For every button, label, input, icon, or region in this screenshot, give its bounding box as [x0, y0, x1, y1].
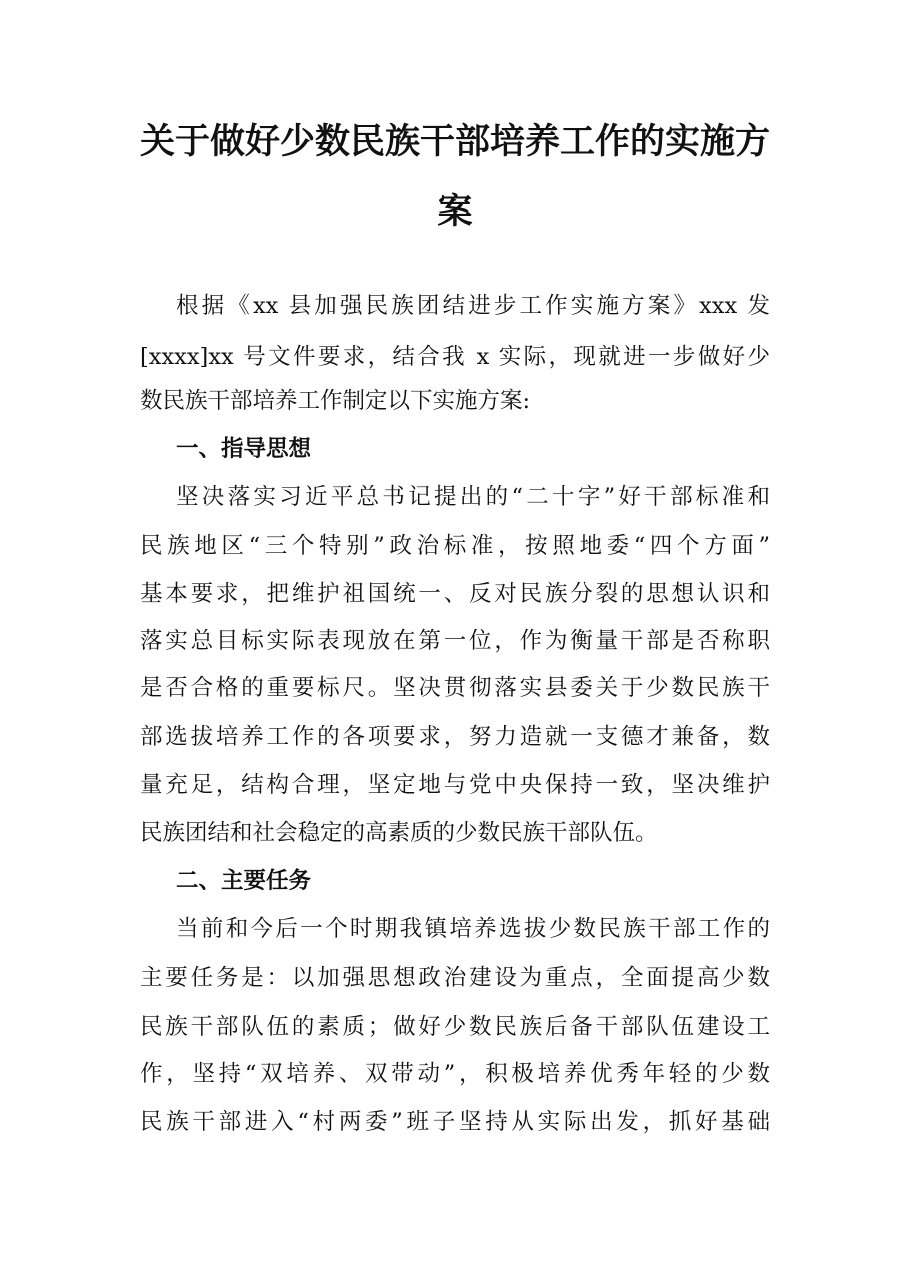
section2-line-1: 当前和今后一个时期我镇培养选拔少数民族干部工作的 [176, 916, 770, 942]
section-heading-main-tasks: 二、主要任务 [176, 868, 312, 894]
document-title-line-2: 案 [437, 191, 473, 232]
section2-line-4: 作，坚持“双培养、双带动”，积极培养优秀年轻的少数 [140, 1061, 770, 1087]
section1-line-8: 民族团结和社会稳定的高素质的少数民族干部队伍。 [140, 820, 658, 846]
intro-line-2: [xxxx]xx 号文件要求，结合我 x 实际，现就进一步做好少 [140, 344, 770, 370]
section-heading-guiding-thought: 一、指导思想 [176, 436, 312, 462]
section1-line-4: 落实总目标实际表现放在第一位，作为衡量干部是否称职 [140, 628, 770, 654]
section2-line-2: 主要任务是：以加强思想政治建设为重点，全面提高少数 [140, 965, 770, 991]
section1-line-5: 是否合格的重要标尺。坚决贯彻落实县委关于少数民族干 [140, 675, 770, 701]
section2-line-3: 民族干部队伍的素质；做好少数民族后备干部队伍建设工 [140, 1014, 770, 1040]
document-title-line-1: 关于做好少数民族干部培养工作的实施方 [140, 121, 771, 162]
section2-line-5: 民族干部进入“村两委”班子坚持从实际出发，抓好基础 [140, 1109, 770, 1135]
section1-line-7: 量充足，结构合理，坚定地与党中央保持一致，坚决维护 [140, 772, 770, 798]
section1-line-1: 坚决落实习近平总书记提出的“二十字”好干部标准和 [176, 484, 770, 510]
section1-line-3: 基本要求，把维护祖国统一、反对民族分裂的思想认识和 [140, 581, 770, 607]
intro-line-1: 根据《xx 县加强民族团结进步工作实施方案》xxx 发 [176, 293, 770, 319]
intro-line-3: 数民族干部培养工作制定以下实施方案: [140, 388, 531, 414]
section1-line-6: 部选拔培养工作的各项要求，努力造就一支德才兼备，数 [140, 724, 770, 750]
section1-line-2: 民族地区“三个特别”政治标准，按照地委“四个方面” [140, 533, 770, 559]
